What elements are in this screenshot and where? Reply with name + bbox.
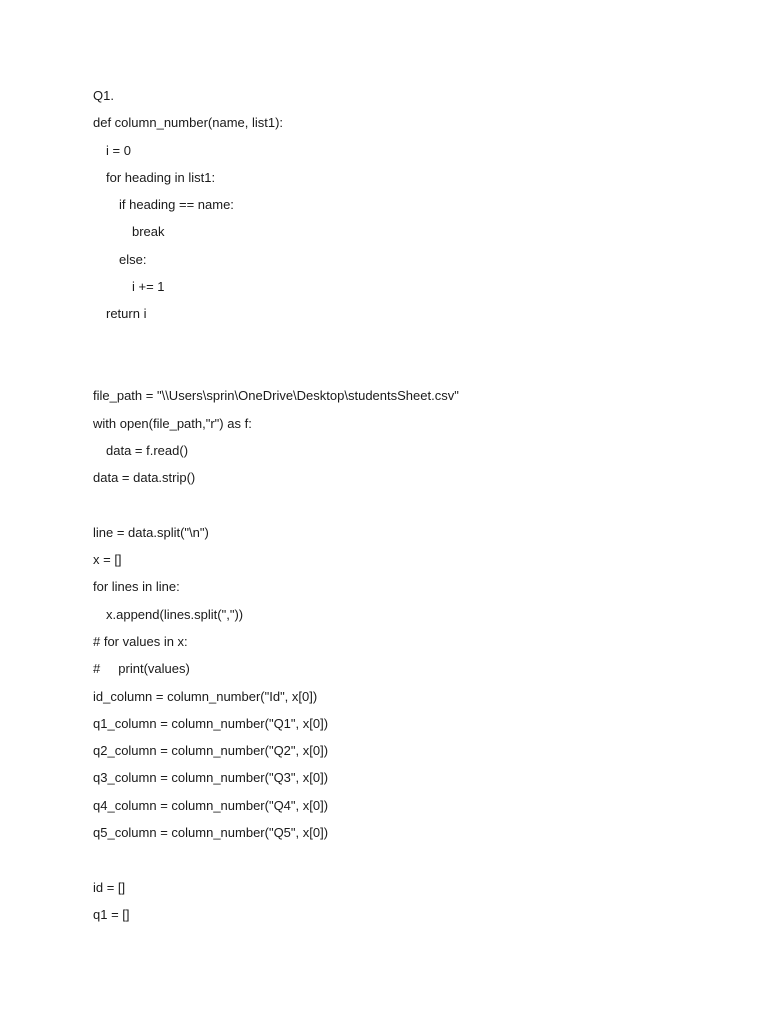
code-line: break xyxy=(132,224,165,240)
code-line: id_column = column_number("Id", x[0]) xyxy=(93,688,318,704)
code-line: def column_number(name, list1): xyxy=(93,115,284,131)
code-line: data = f.read() xyxy=(106,442,189,458)
code-line: else: xyxy=(119,251,147,267)
code-line: i += 1 xyxy=(132,279,165,295)
code-line: line = data.split("\n") xyxy=(93,524,209,540)
code-line: q4_column = column_number("Q4", x[0]) xyxy=(93,797,329,813)
document-page xyxy=(93,86,733,932)
code-line: q2_column = column_number("Q2", x[0]) xyxy=(93,743,329,759)
code-line: i = 0 xyxy=(106,142,131,158)
code-line: id = [] xyxy=(93,879,126,895)
code-line: x = [] xyxy=(93,552,122,568)
code-line: q1_column = column_number("Q1", x[0]) xyxy=(93,715,329,731)
code-line: for lines in line: xyxy=(93,579,180,595)
code-line: with open(file_path,"r") as f: xyxy=(93,415,252,431)
code-line: q5_column = column_number("Q5", x[0]) xyxy=(93,825,329,841)
code-line: file_path = "\\Users\sprin\OneDrive\Desktop\studentsSheet.csv" xyxy=(93,388,459,404)
code-line: x.append(lines.split(",")) xyxy=(106,606,244,622)
code-line: return i xyxy=(106,306,147,322)
code-line: # print(values) xyxy=(93,661,190,677)
blank-line xyxy=(93,332,733,359)
blank-line xyxy=(93,359,733,386)
code-line: for heading in list1: xyxy=(106,169,216,185)
code-line: # for values in x: xyxy=(93,633,188,649)
code-line: q3_column = column_number("Q3", x[0]) xyxy=(93,770,329,786)
code-line: data = data.strip() xyxy=(93,470,196,486)
code-line: if heading == name: xyxy=(119,197,234,213)
blank-line xyxy=(93,850,733,877)
code-line: Q1. xyxy=(93,88,114,103)
blank-line xyxy=(93,495,733,522)
code-line: q1 = [] xyxy=(93,906,130,922)
